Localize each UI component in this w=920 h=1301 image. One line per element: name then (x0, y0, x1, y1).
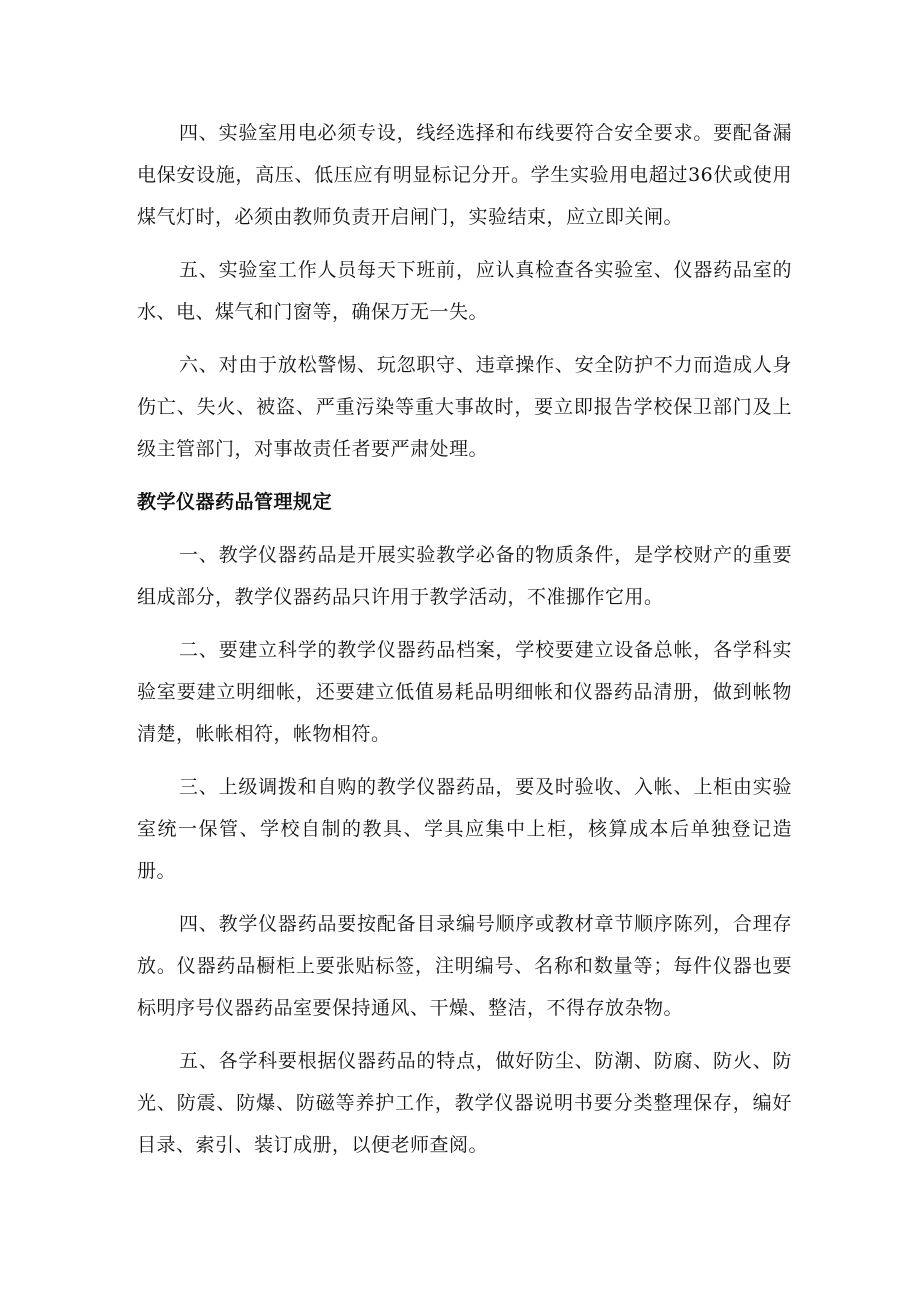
instrument-rule-3: 三、上级调拨和自购的教学仪器药品，要及时验收、入帐、上柜由实验室统一保管、学校自制的教具、学具应集中上柜，核算成本后单独登记造册。 (137, 776, 792, 882)
instrument-rule-1: 一、教学仪器药品是开展实验教学必备的物质条件，是学校财产的重要组成部分，教学仪器药品只许用于教学活动，不准挪作它用。 (137, 544, 792, 608)
instrument-rule-2: 二、要建立科学的教学仪器药品档案，学校要建立设备总帐，各学科实验室要建立明细帐，还要建立低值易耗品明细帐和仪器药品清册，做到帐物清楚，帐帐相符，帐物相符。 (137, 639, 792, 745)
instrument-rule-4: 四、教学仪器药品要按配备目录编号顺序或教材章节顺序陈列，合理存放。仪器药品橱柜上要张贴标签，注明编号、名称和数量等；每件仪器也要标明序号仪器药品室要保持通风、干燥、整洁，不得存放杂物。 (137, 913, 792, 1019)
safety-rule-5: 五、实验室工作人员每天下班前，应认真检查各实验室、仪器药品室的水、电、煤气和门窗等，确保万无一失。 (137, 259, 792, 323)
safety-rule-4: 四、实验室用电必须专设，线经选择和布线要符合安全要求。要配备漏电保安设施，高压、低压应有明显标记分开。学生实验用电超过36伏或使用煤气灯时，必须由教师负责开启闸门，实验结束，应立即关闸。 (137, 122, 792, 228)
document-body (137, 112, 792, 1177)
safety-rule-6: 六、对由于放松警惕、玩忽职守、违章操作、安全防护不力而造成人身伤亡、失火、被盗、严重污染等重大事故时，要立即报告学校保卫部门及上级主管部门，对事故责任者要严肃处理。 (137, 354, 792, 460)
instrument-rule-5: 五、各学科要根据仪器药品的特点，做好防尘、防潮、防腐、防火、防光、防震、防爆、防磁等养护工作，教学仪器说明书要分类整理保存，编好目录、索引、装订成册，以便老师查阅。 (137, 1050, 792, 1156)
section-heading: 教学仪器药品管理规定 (137, 491, 333, 513)
